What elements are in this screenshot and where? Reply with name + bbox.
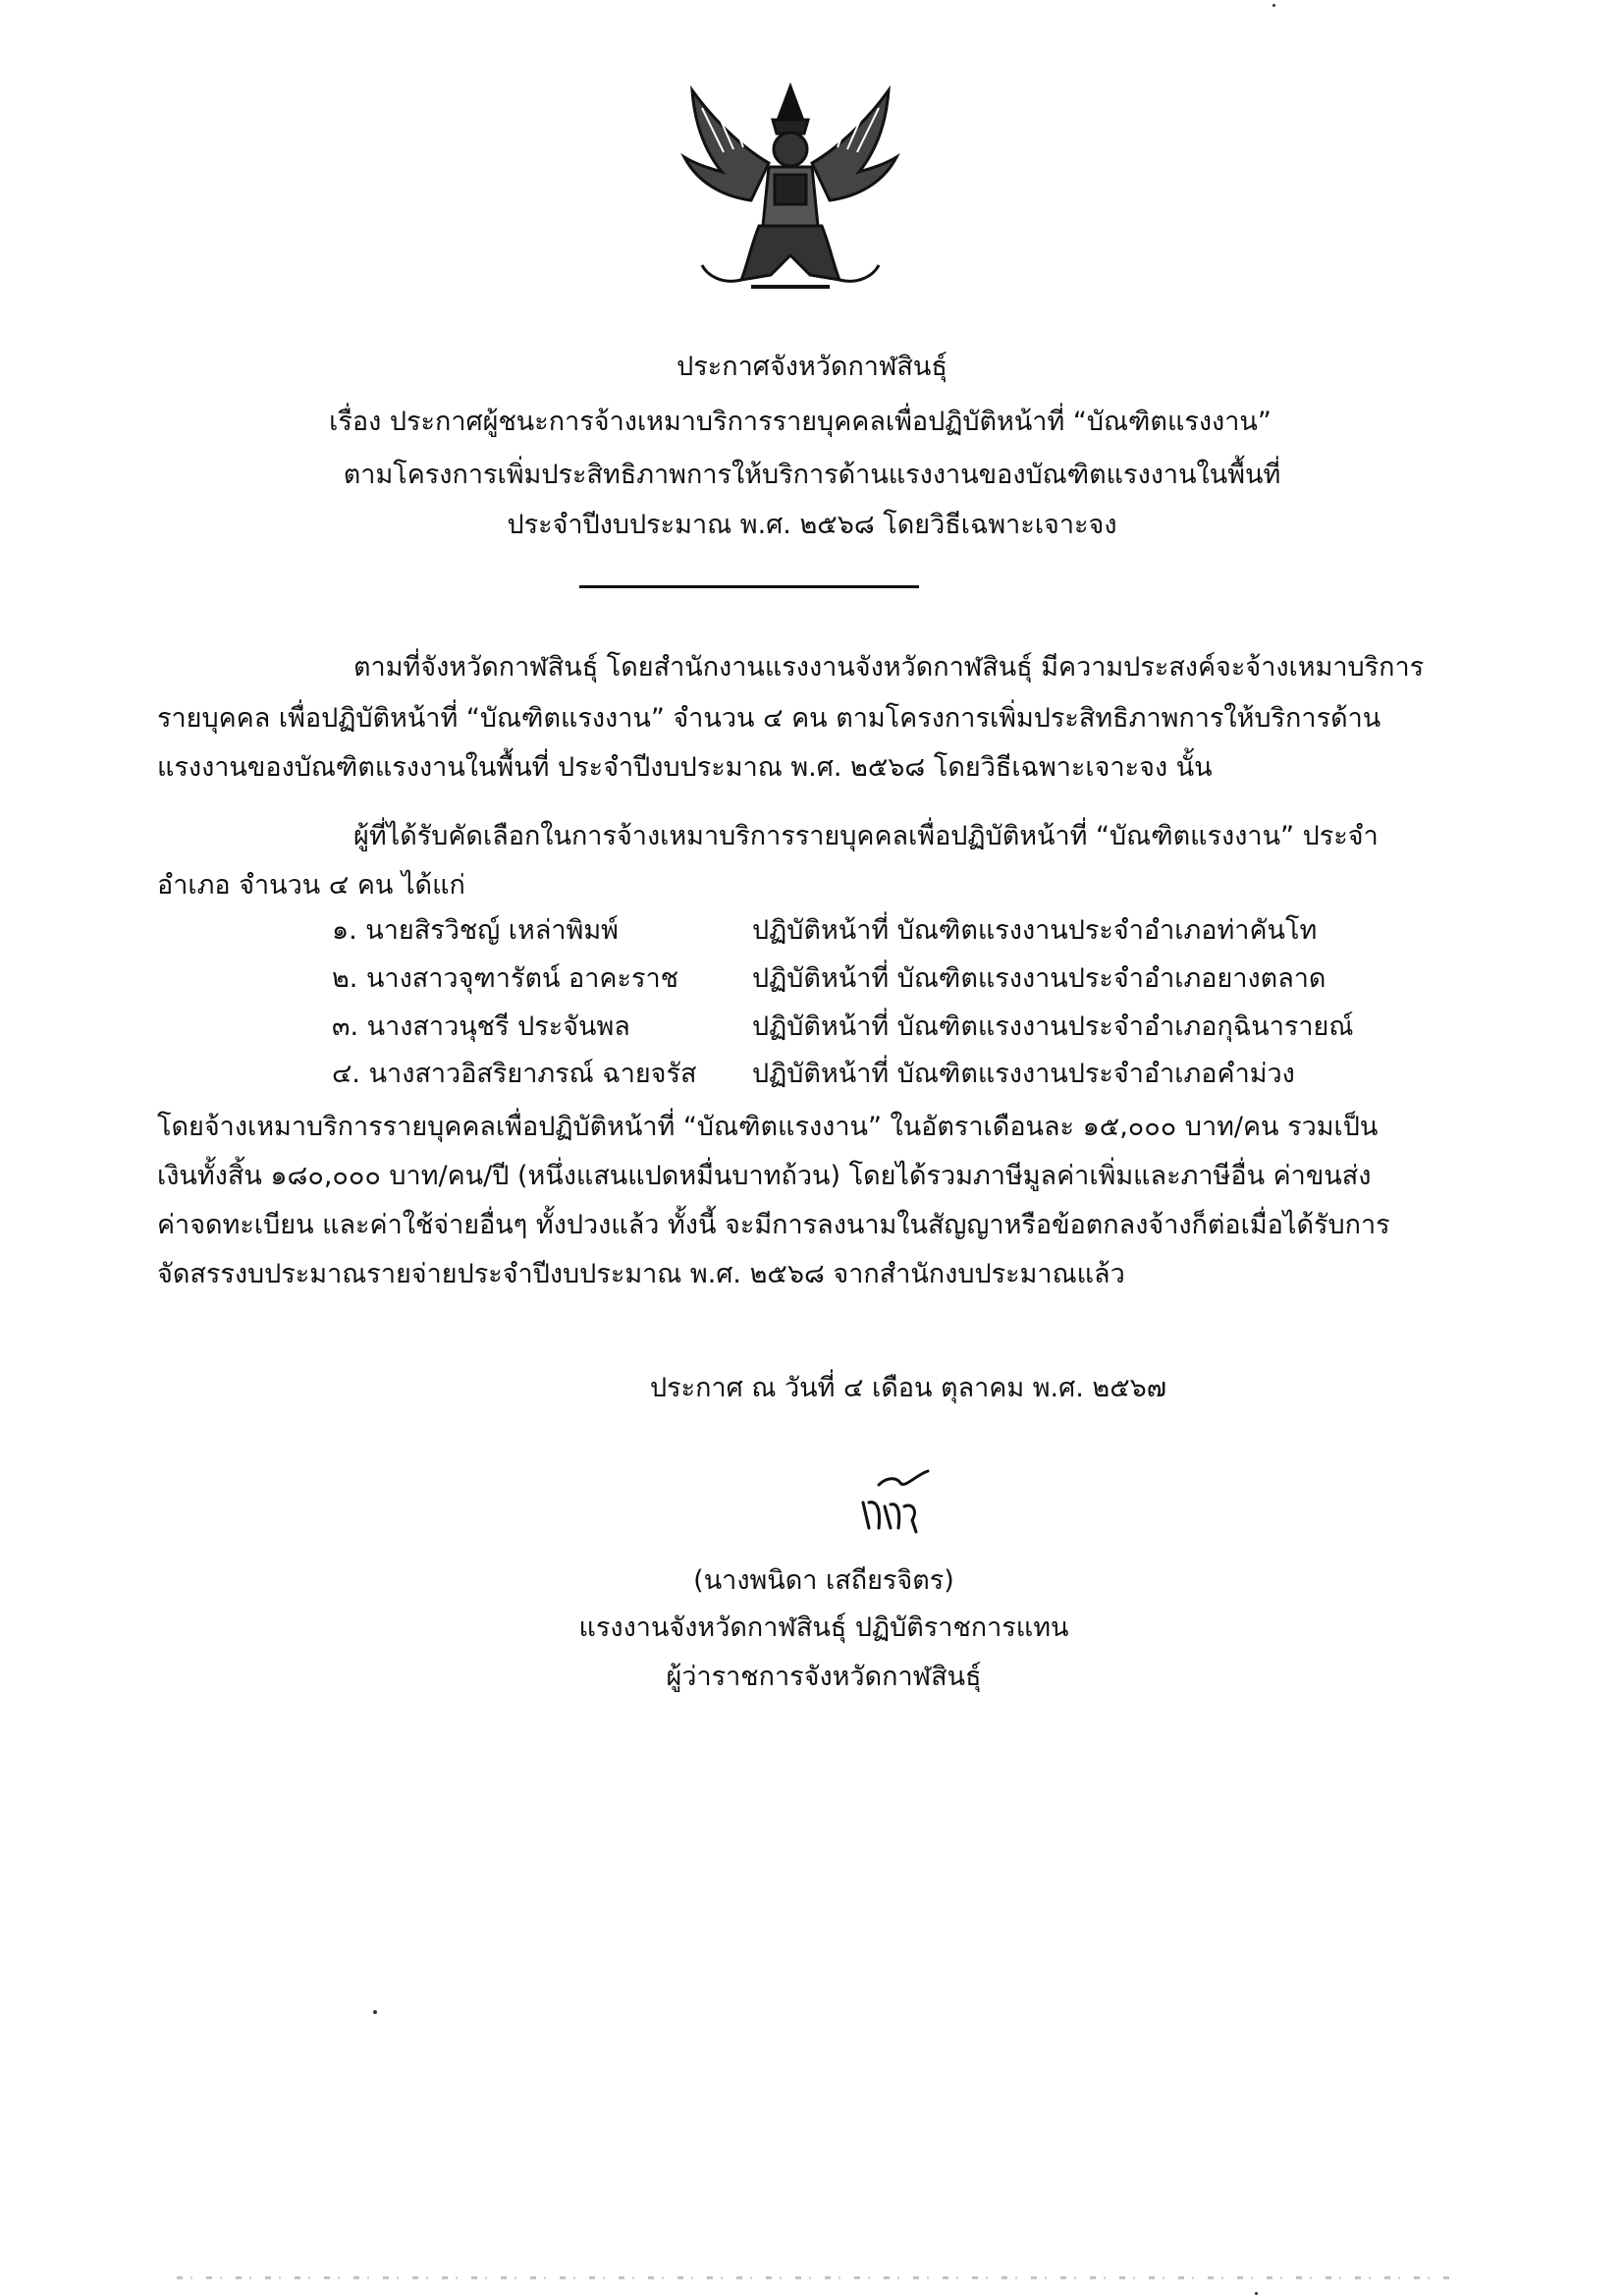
winner-2-name: ๒. นางสาวจุฑารัตน์ อาคะราช bbox=[332, 963, 678, 994]
subject-line-1: เรื่อง ประกาศผู้ชนะการจ้างเหมาบริการรายบุคคลเพื่อปฏิบัติหน้าที่ “บัณฑิตแรงงาน” bbox=[329, 407, 1272, 437]
header-divider bbox=[579, 585, 919, 588]
winner-1-duty: ปฏิบัติหน้าที่ บัณฑิตแรงงานประจำอำเภอท่าคันโท bbox=[752, 915, 1318, 946]
scan-edge-noise bbox=[177, 2276, 1453, 2279]
para2-line-2: อำเภอ จำนวน ๔ คน ได้แก่ bbox=[157, 870, 465, 901]
para3-line-3: ค่าจดทะเบียน และค่าใช้จ่ายอื่นๆ ทั้งปวงแล้ว ทั้งนี้ จะมีการลงนามในสัญญาหรือข้อตกลงจ้างก็ต่อเมื่อได้รับการ bbox=[157, 1210, 1390, 1240]
para1-line-1: ตามที่จังหวัดกาฬสินธุ์ โดยสำนักงานแรงงานจังหวัดกาฬสินธุ์ มีความประสงค์จะจ้างเหมาบริการ bbox=[353, 652, 1425, 683]
para3-line-2: เงินทั้งสิ้น ๑๘๐,๐๐๐ บาท/คน/ปี (หนึ่งแสนแปดหมื่นบาทถ้วน) โดยได้รวมภาษีมูลค่าเพิ่มและภาษีอื่น ค่าขนส่ง bbox=[157, 1161, 1372, 1191]
signatory-position-2: ผู้ว่าราชการจังหวัดกาฬสินธุ์ bbox=[666, 1662, 982, 1692]
subject-line-2: ตามโครงการเพิ่มประสิทธิภาพการให้บริการด้านแรงงานของบัณฑิตแรงงานในพื้นที่ bbox=[343, 460, 1281, 490]
winner-4-name: ๔. นางสาวอิสริยาภรณ์ ฉายจรัส bbox=[332, 1059, 697, 1089]
signature-icon bbox=[839, 1463, 947, 1542]
winner-1-name: ๑. นายสิรวิชญ์ เหล่าพิมพ์ bbox=[332, 915, 619, 946]
scan-speck bbox=[1272, 4, 1275, 7]
para3-line-4: จัดสรรงบประมาณรายจ่ายประจำปีงบประมาณ พ.ศ. ๒๕๖๘ จากสำนักงบประมาณแล้ว bbox=[157, 1259, 1125, 1289]
para1-line-2: รายบุคคล เพื่อปฏิบัติหน้าที่ “บัณฑิตแรงงาน” จำนวน ๔ คน ตามโครงการเพิ่มประสิทธิภาพการให้บริการด้าน bbox=[157, 703, 1381, 734]
winner-3-duty: ปฏิบัติหน้าที่ บัณฑิตแรงงานประจำอำเภอกุฉินารายณ์ bbox=[752, 1011, 1354, 1042]
subject-line-3: ประจำปีงบประมาณ พ.ศ. ๒๕๖๘ โดยวิธีเฉพาะเจาะจง bbox=[507, 510, 1117, 540]
winner-2-duty: ปฏิบัติหน้าที่ บัณฑิตแรงงานประจำอำเภอยางตลาด bbox=[752, 963, 1326, 994]
winner-4-duty: ปฏิบัติหน้าที่ บัณฑิตแรงงานประจำอำเภอคำม่วง bbox=[752, 1059, 1295, 1089]
garuda-emblem-icon bbox=[653, 79, 928, 304]
para3-line-1: โดยจ้างเหมาบริการรายบุคคลเพื่อปฏิบัติหน้าที่ “บัณฑิตแรงงาน” ในอัตราเดือนละ ๑๕,๐๐๐ บาท/คน รวมเป็น bbox=[157, 1112, 1379, 1142]
announce-date: ประกาศ ณ วันที่ ๔ เดือน ตุลาคม พ.ศ. ๒๕๖๗ bbox=[650, 1373, 1167, 1403]
scan-speck bbox=[373, 2010, 377, 2014]
para1-line-3: แรงงานของบัณฑิตแรงงานในพื้นที่ ประจำปีงบประมาณ พ.ศ. ๒๕๖๘ โดยวิธีเฉพาะเจาะจง นั้น bbox=[157, 752, 1213, 783]
signatory-name: (นางพนิดา เสถียรจิตร) bbox=[693, 1565, 954, 1596]
announcement-title: ประกาศจังหวัดกาฬสินธุ์ bbox=[677, 352, 947, 382]
para2-line-1: ผู้ที่ได้รับคัดเลือกในการจ้างเหมาบริการรายบุคคลเพื่อปฏิบัติหน้าที่ “บัณฑิตแรงงาน” ประจำ bbox=[353, 821, 1379, 851]
winner-3-name: ๓. นางสาวนุชรี ประจันพล bbox=[332, 1011, 630, 1042]
signatory-position-1: แรงงานจังหวัดกาฬสินธุ์ ปฏิบัติราชการแทน bbox=[578, 1612, 1069, 1643]
